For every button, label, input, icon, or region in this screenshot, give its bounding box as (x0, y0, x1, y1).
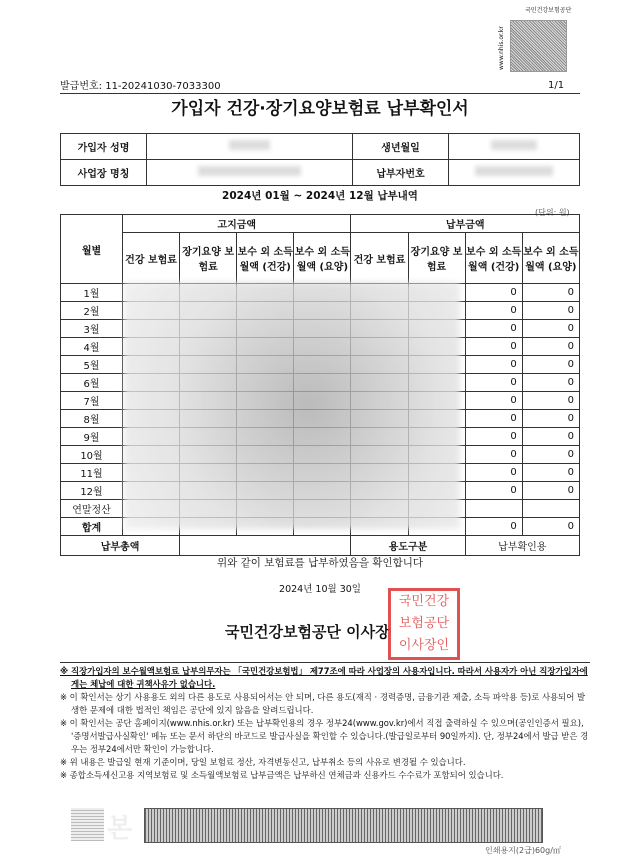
issue-number (60, 77, 221, 92)
total-value: 0 (465, 518, 522, 536)
value-cell: 0 (465, 428, 522, 446)
month-cell: 연말정산 (61, 500, 123, 518)
usage-label: 용도구분 (351, 536, 465, 556)
value-cell: 0 (522, 410, 579, 428)
note-item: ※ 이 확인서는 공단 홈페이지(www.nhis.or.kr) 또는 납부확인용의 경우 정부24(www.gov.kr)에서 직접 출력하실 수 있으며(공인인증서 필요), '증명서발급사실확인' 메뉴 또는 문서 하단의 바코드로 발급사실을 확인할 수 있습니다.(발급일로부터 90일까지). 단, 정부24에서 발급 받은 경우는 정부24에서만 확인이 가능합니다. (60, 718, 589, 754)
value-cell: 0 (465, 284, 522, 302)
unit-label: (단위: 원) (535, 208, 570, 217)
month-cell: 2월 (61, 302, 123, 320)
column-header: 보수 외 소득월액 (건강) (465, 233, 522, 284)
issue-label: 발급번호: (60, 81, 103, 92)
value-cell: 0 (465, 374, 522, 392)
value-cell: 0 (522, 302, 579, 320)
company-value (147, 160, 353, 186)
month-cell: 5월 (61, 356, 123, 374)
month-cell: 3월 (61, 320, 123, 338)
notes (60, 662, 590, 782)
value-cell: 0 (522, 392, 579, 410)
total-value: 0 (522, 518, 579, 536)
confirmation-text: 위와 같이 보험료를 납부하였음을 확인합니다 (216, 557, 424, 569)
period-heading: 2024년 01월 ~ 2024년 12월 납부내역 (222, 190, 418, 202)
month-cell: 12월 (61, 482, 123, 500)
value-cell (465, 500, 522, 518)
company-label: 사업장 명칭 (61, 160, 147, 186)
value-cell: 0 (465, 482, 522, 500)
value-cell: 0 (465, 392, 522, 410)
qr-org-label: 국민건강보험공단 (525, 7, 572, 14)
value-cell: 0 (465, 356, 522, 374)
paper-spec: 인쇄용지(2급)60g/㎡ (485, 846, 561, 855)
column-header: 보수 외 소득월액 (건강) (237, 233, 294, 284)
official-seal: 국민건강 보험공단 이사장인 (388, 588, 460, 660)
value-cell: 0 (522, 446, 579, 464)
birth-label: 생년월일 (353, 134, 449, 160)
value-cell: 0 (522, 284, 579, 302)
hologram-pattern (71, 808, 104, 841)
value-cell (522, 500, 579, 518)
grand-total-label: 납부총액 (61, 536, 180, 556)
value-cell: 0 (522, 428, 579, 446)
value-cell: 0 (522, 374, 579, 392)
issue-value: 11-20241030-7033300 (105, 81, 221, 92)
original-watermark: 본 (107, 814, 133, 844)
payer-no-value (449, 160, 580, 186)
issuer-name: 국민건강보험공단 이사장 (225, 623, 390, 641)
value-cell: 0 (522, 338, 579, 356)
column-header: 건강 보험료 (123, 233, 180, 284)
birth-value (449, 134, 580, 160)
name-value (147, 134, 353, 160)
value-cell: 0 (465, 320, 522, 338)
qr-code (510, 20, 567, 72)
month-cell: 1월 (61, 284, 123, 302)
month-cell: 7월 (61, 392, 123, 410)
value-cell: 0 (465, 338, 522, 356)
value-cell: 0 (465, 302, 522, 320)
note-item: ※ 위 내용은 발급일 현재 기준이며, 당일 보험료 정산, 자격변동신고, 납부취소 등의 사유로 변경될 수 있습니다. (60, 757, 466, 767)
value-cell: 0 (465, 446, 522, 464)
grand-total-value (180, 536, 351, 556)
usage-value: 납부확인용 (465, 536, 579, 556)
month-cell: 9월 (61, 428, 123, 446)
month-cell: 10월 (61, 446, 123, 464)
month-cell: 8월 (61, 410, 123, 428)
note-item: ※ 직장가입자의 보수월액보험료 납부의무자는 「국민건강보험법」 제77조에 따라 사업장의 사용자입니다. 따라서 사용자가 아닌 직장가입자에게는 체납에 대한 귀책사유가 없습니다. (60, 666, 588, 689)
name-label: 가입자 성명 (61, 134, 147, 160)
month-cell: 11월 (61, 464, 123, 482)
payer-no-label: 납부자번호 (353, 160, 449, 186)
note-item: ※ 종합소득세신고용 지역보험료 및 소득월액보험료 납부금액은 납부하신 연체금과 신용카드 수수료가 포함되어 있습니다. (60, 770, 504, 780)
value-cell: 0 (465, 410, 522, 428)
note-item: ※ 이 확인서는 상기 사용용도 외의 다른 용도로 사용되어서는 안 되며, 다른 용도(재직 · 경력증명, 금융기관 제출, 소득 파악용 등)로 사용되어 발생한 문제에 대한 법적인 책임은 공단에 있지 않음을 알려드립니다. (60, 692, 586, 715)
column-header: 보수 외 소득월액 (요양) (294, 233, 351, 284)
value-cell: 0 (522, 356, 579, 374)
column-header: 장기요양 보험료 (180, 233, 237, 284)
month-cell: 6월 (61, 374, 123, 392)
page-number: 1/1 (548, 80, 565, 91)
issue-date: 2024년 10월 30일 (279, 584, 361, 595)
column-header: 건강 보험료 (351, 233, 408, 284)
value-cell: 0 (522, 482, 579, 500)
value-cell: 0 (522, 320, 579, 338)
info-table (60, 133, 580, 186)
document-title: 가입자 건강·장기요양보험료 납부확인서 (171, 99, 469, 119)
redacted-mosaic (124, 282, 460, 529)
column-header: 보수 외 소득월액 (요양) (522, 233, 579, 284)
value-cell: 0 (465, 464, 522, 482)
month-header: 월별 (61, 215, 123, 284)
column-header: 장기요양 보험료 (408, 233, 465, 284)
total-label: 합계 (61, 518, 123, 536)
barcode (144, 808, 543, 843)
qr-site-label: www.nhis.or.kr (498, 26, 505, 70)
paid-header: 납부금액 (351, 215, 580, 233)
value-cell: 0 (522, 464, 579, 482)
billed-header: 고지금액 (123, 215, 351, 233)
month-cell: 4월 (61, 338, 123, 356)
